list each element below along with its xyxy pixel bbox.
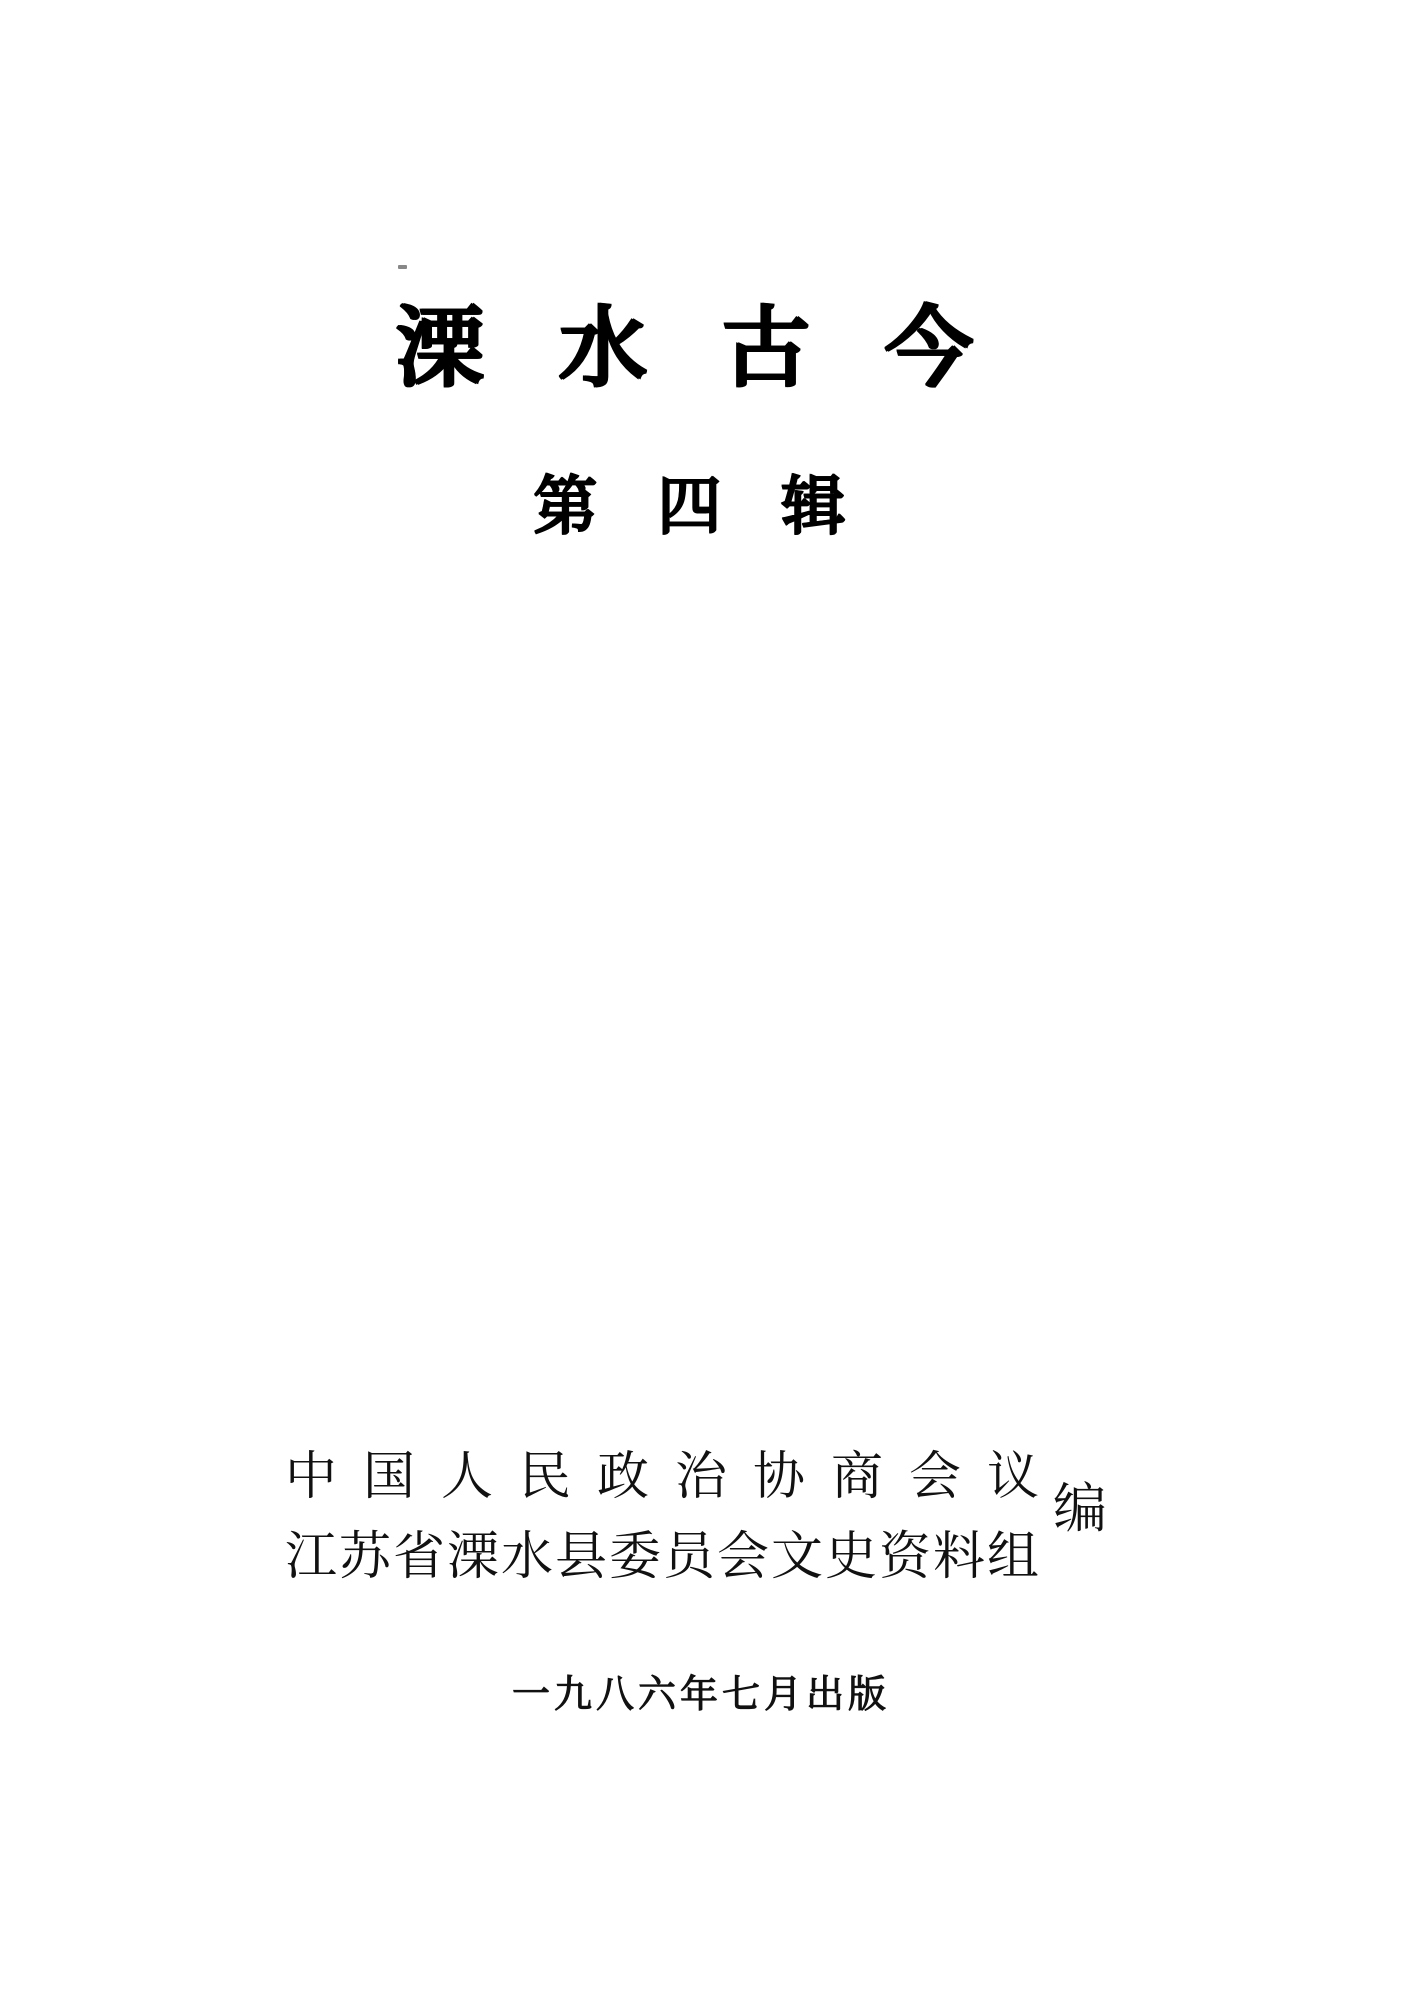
book-title: 溧水古今 xyxy=(395,298,1048,397)
publisher-line-2: 江苏省溧水县委员会文史资料组 xyxy=(285,1529,1042,1586)
publication-date: 一九八六年七月出版 xyxy=(512,1674,891,1716)
volume-label: 第四辑 xyxy=(533,470,905,542)
publisher-line-1: 中国人民政治协商会议 xyxy=(285,1449,1066,1506)
editor-suffix: 编 xyxy=(1053,1479,1107,1539)
ink-speck xyxy=(398,265,407,269)
